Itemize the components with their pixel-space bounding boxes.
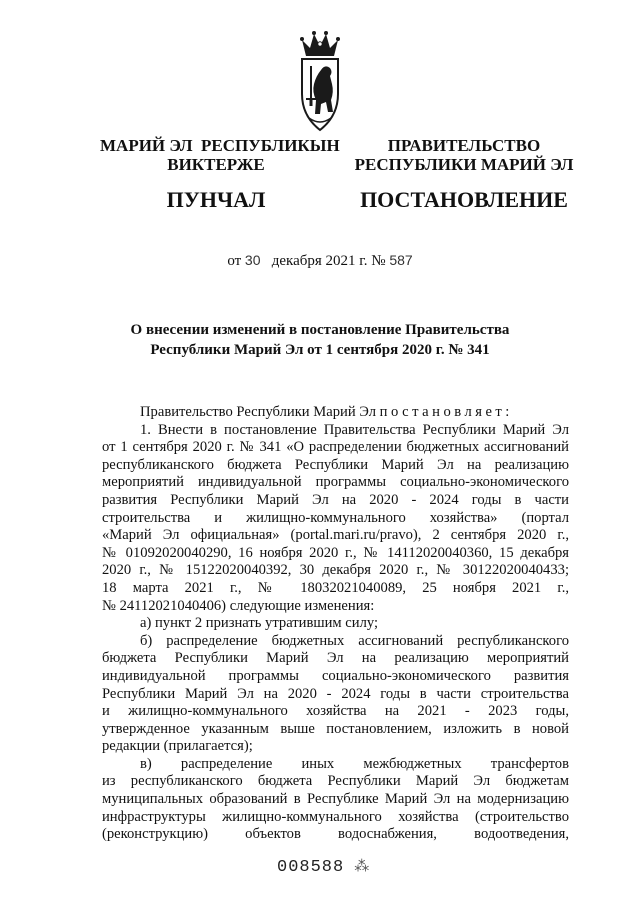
header-right-line2: РЕСПУБЛИКИ МАРИЙ ЭЛ (354, 155, 574, 174)
body-line: 18 марта 2021 г., № 18032021040089, 25 ноября 2021 г., (102, 579, 569, 596)
date-line (0, 252, 640, 270)
header-right-title: ПОСТАНОВЛЕНИЕ (360, 187, 568, 212)
subject-line2: Республики Марий Эл от 1 сентября 2020 г. № 341 (150, 342, 490, 358)
body-line: Республики Марий Эл на 2020 - 2024 годы в части строительства (102, 685, 569, 702)
body-line: в) распределение иных межбюджетных трансфертов (140, 755, 569, 772)
intro-prefix: Правительство Республики Марий Эл (140, 404, 377, 420)
form-serial-number (277, 857, 370, 877)
body-line: от 1 сентября 2020 г. № 341 «О распределении бюджетных ассигнований (102, 439, 569, 456)
header-right-line1: ПРАВИТЕЛЬСТВО (387, 136, 541, 155)
header-left-block (100, 136, 340, 213)
document-subject (100, 320, 540, 360)
body-line: бюджета Республики Марий Эл на реализацию мероприятий (102, 650, 569, 667)
body-line: мероприятий индивидуальной программы социально-экономического (102, 474, 569, 491)
document-body (102, 404, 569, 844)
body-line: и жилищно-коммунального хозяйства на 2021 - 2023 годы, (102, 703, 569, 720)
serial-digits: 008588 (277, 858, 345, 877)
body-line: б) распределение бюджетных ассигнований республиканского (140, 632, 569, 649)
date-month-year: декабря 2021 г. № (271, 253, 386, 269)
asterism-icon: ⁂ (354, 857, 371, 875)
body-line: утвержденное указанным выше постановлением, изложить в новой (102, 720, 569, 737)
header-left-line1: МАРИЙ ЭЛ РЕСПУБЛИКЫН (100, 136, 340, 155)
header-right-block (354, 136, 574, 213)
header-left-line2: ВИКТЕРЖЕ (167, 155, 265, 174)
body-line: индивидуальной программы социально-экономического развития (102, 667, 569, 684)
body-line: республиканского бюджета Республики Марий Эл на реализацию (102, 456, 569, 473)
body-line: развития Республики Марий Эл на 2020 - 2024 годы в части (102, 491, 569, 508)
body-line: 2020 г., № 15122020040392, 30 декабря 2020 г., № 30122020040433; (102, 562, 569, 579)
document-number: 587 (389, 252, 413, 268)
header-left-title: ПУНЧАЛ (166, 187, 266, 212)
body-line: № 24112021040406) следующие изменения: (102, 597, 375, 614)
body-line: редакции (прилагается); (102, 738, 253, 755)
body-line: а) пункт 2 признать утратившим силу; (140, 615, 379, 632)
body-line: строительства и жилищно-коммунального хозяйства» (портал (102, 509, 569, 526)
body-line: 1. Внести в постановление Правительства Республики Марий Эл (140, 421, 569, 438)
body-line: муниципальных образований в Республике Марий Эл на модернизацию (102, 791, 569, 808)
coat-of-arms-icon (297, 26, 343, 134)
body-line: (реконструкцию) объектов водоснабжения, водоотведения, (102, 826, 569, 843)
body-line: инфраструктуры жилищно-коммунального хозяйства (строительство (102, 808, 569, 825)
body-line: из республиканского бюджета Республики Марий Эл бюджетам (102, 773, 569, 790)
body-line: «Марий Эл официальная» (portal.mari.ru/pravo), 2 сентября 2020 г., (102, 527, 569, 544)
intro-spaced: постановляет: (379, 404, 513, 420)
date-day: 30 (244, 252, 261, 268)
date-prefix: от (227, 253, 242, 269)
intro-line (102, 404, 569, 422)
subject-line1: О внесении изменений в постановление Правительства (130, 322, 510, 338)
body-line: № 01092020040290, 16 ноября 2020 г., № 14112020040360, 15 декабря (102, 544, 569, 561)
